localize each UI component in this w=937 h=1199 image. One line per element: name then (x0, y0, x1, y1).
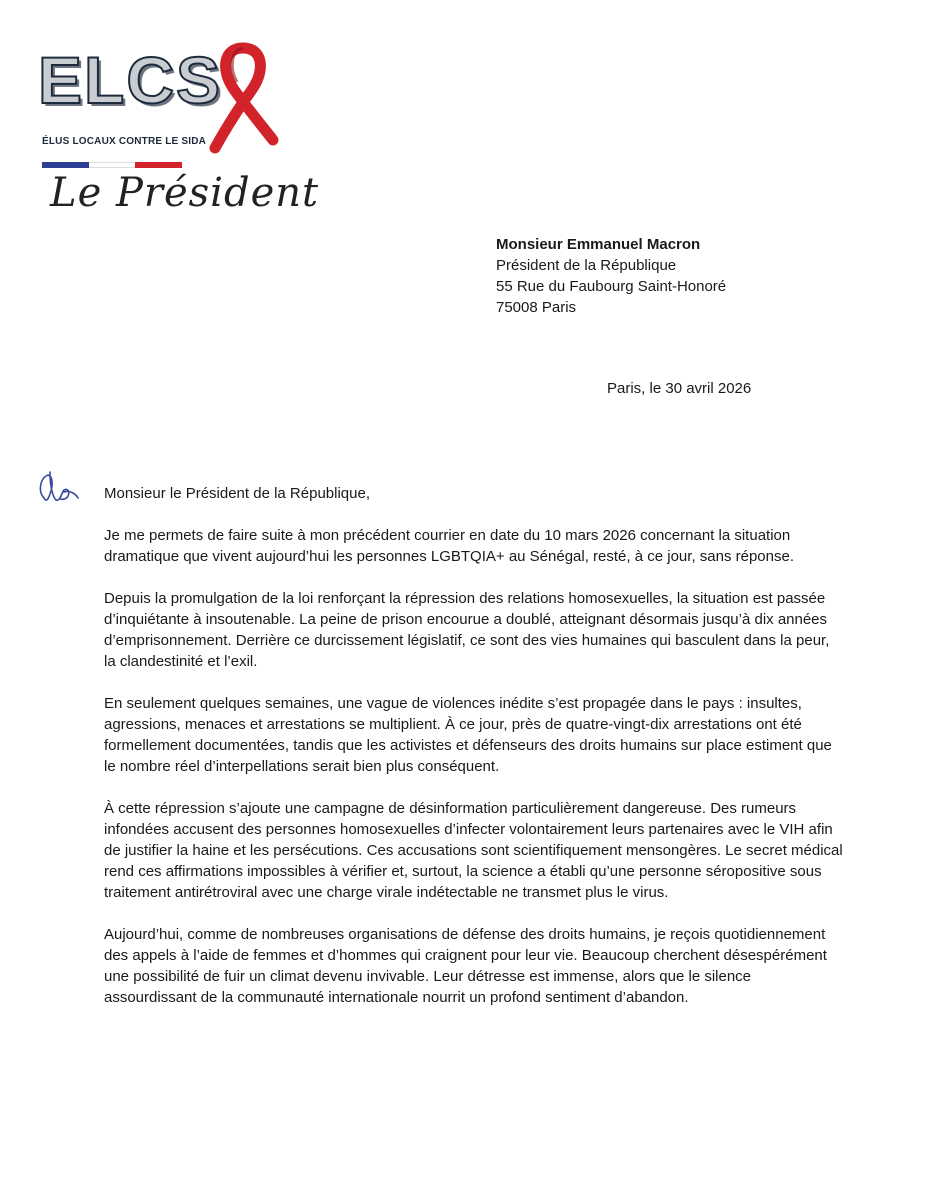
letter-body (104, 483, 844, 1029)
salutation: Monsieur le Président de la République, (104, 485, 370, 502)
letter-heading-le-president: Le Président (50, 170, 320, 216)
paragraph: Aujourd’hui, comme de nombreuses organisations de défense des droits humains, je reçois quotidiennement des appels à l’aide de femmes et d’hommes qui craignent pour leur vie. Beaucoup cherchent désespérément une possibilité de fuir un climat devenu invivable. Leur détresse est immense, alors que le silence assourdissant de la communauté internationale nourrit un profond sentiment d’abandon. (104, 926, 827, 1006)
recipient-title: Président de la République (496, 257, 677, 274)
red-ribbon-icon (203, 40, 283, 160)
recipient-city: 75008 Paris (496, 299, 577, 316)
recipient-street: 55 Rue du Faubourg Saint-Honoré (496, 278, 727, 295)
elcs-logo (38, 40, 248, 160)
paragraph: Je me permets de faire suite à mon précédent courrier en date du 10 mars 2026 concernant la situation dramatique que vivent aujourd’hui les personnes LGBTQIA+ au Sénégal, resté, à ce jour, sans réponse. (104, 527, 794, 565)
logo-tricolor-bar (42, 162, 182, 168)
paragraph: En seulement quelques semaines, une vague de violences inédite s’est propagée dans le pays : insultes, agressions, menaces et arrestations se multiplient. À ce jour, près de quatre-vingt-dix arrestations ont été formellement documentées, tandis que les activistes et défenseurs des droits humains sur place estiment que le nombre réel d’interpellations serait bien plus conséquent. (104, 695, 832, 775)
paragraph: À cette répression s’ajoute une campagne de désinformation particulièrement dangereuse. Des rumeurs infondées accusent des personnes homosexuelles d’infecter volontairement leurs partenaires avec le VIH afin de justifier la haine et les persécutions. Ces accusations sont scientifiquement mensongères. Le secret médical rend ces affirmations impossibles à vérifier et, surtout, la science a établi qu’une personne séropositive sous traitement antirétroviral avec une charge virale indétectable ne transmet plus le virus. (104, 800, 843, 901)
recipient-address (496, 234, 726, 318)
paragraph: Depuis la promulgation de la loi renforçant la répression des relations homosexuelles, la situation est passée d’inquiétante à insoutenable. La peine de prison encourue a doublé, atteignant désormais jusqu’à dix années d’emprisonnement. Derrière ce durcissement législatif, ce sont des vies humaines qui basculent dans la peur, la clandestinité et l’exil. (104, 590, 830, 670)
recipient-name: Monsieur Emmanuel Macron (496, 236, 701, 253)
handwritten-initials-mark (34, 462, 82, 506)
logo-wordmark: ELCS (38, 43, 223, 117)
logo-tagline: ÉLUS LOCAUX CONTRE LE SIDA (42, 136, 207, 147)
letter-date: Paris, le 30 avril 2026 (607, 380, 752, 397)
